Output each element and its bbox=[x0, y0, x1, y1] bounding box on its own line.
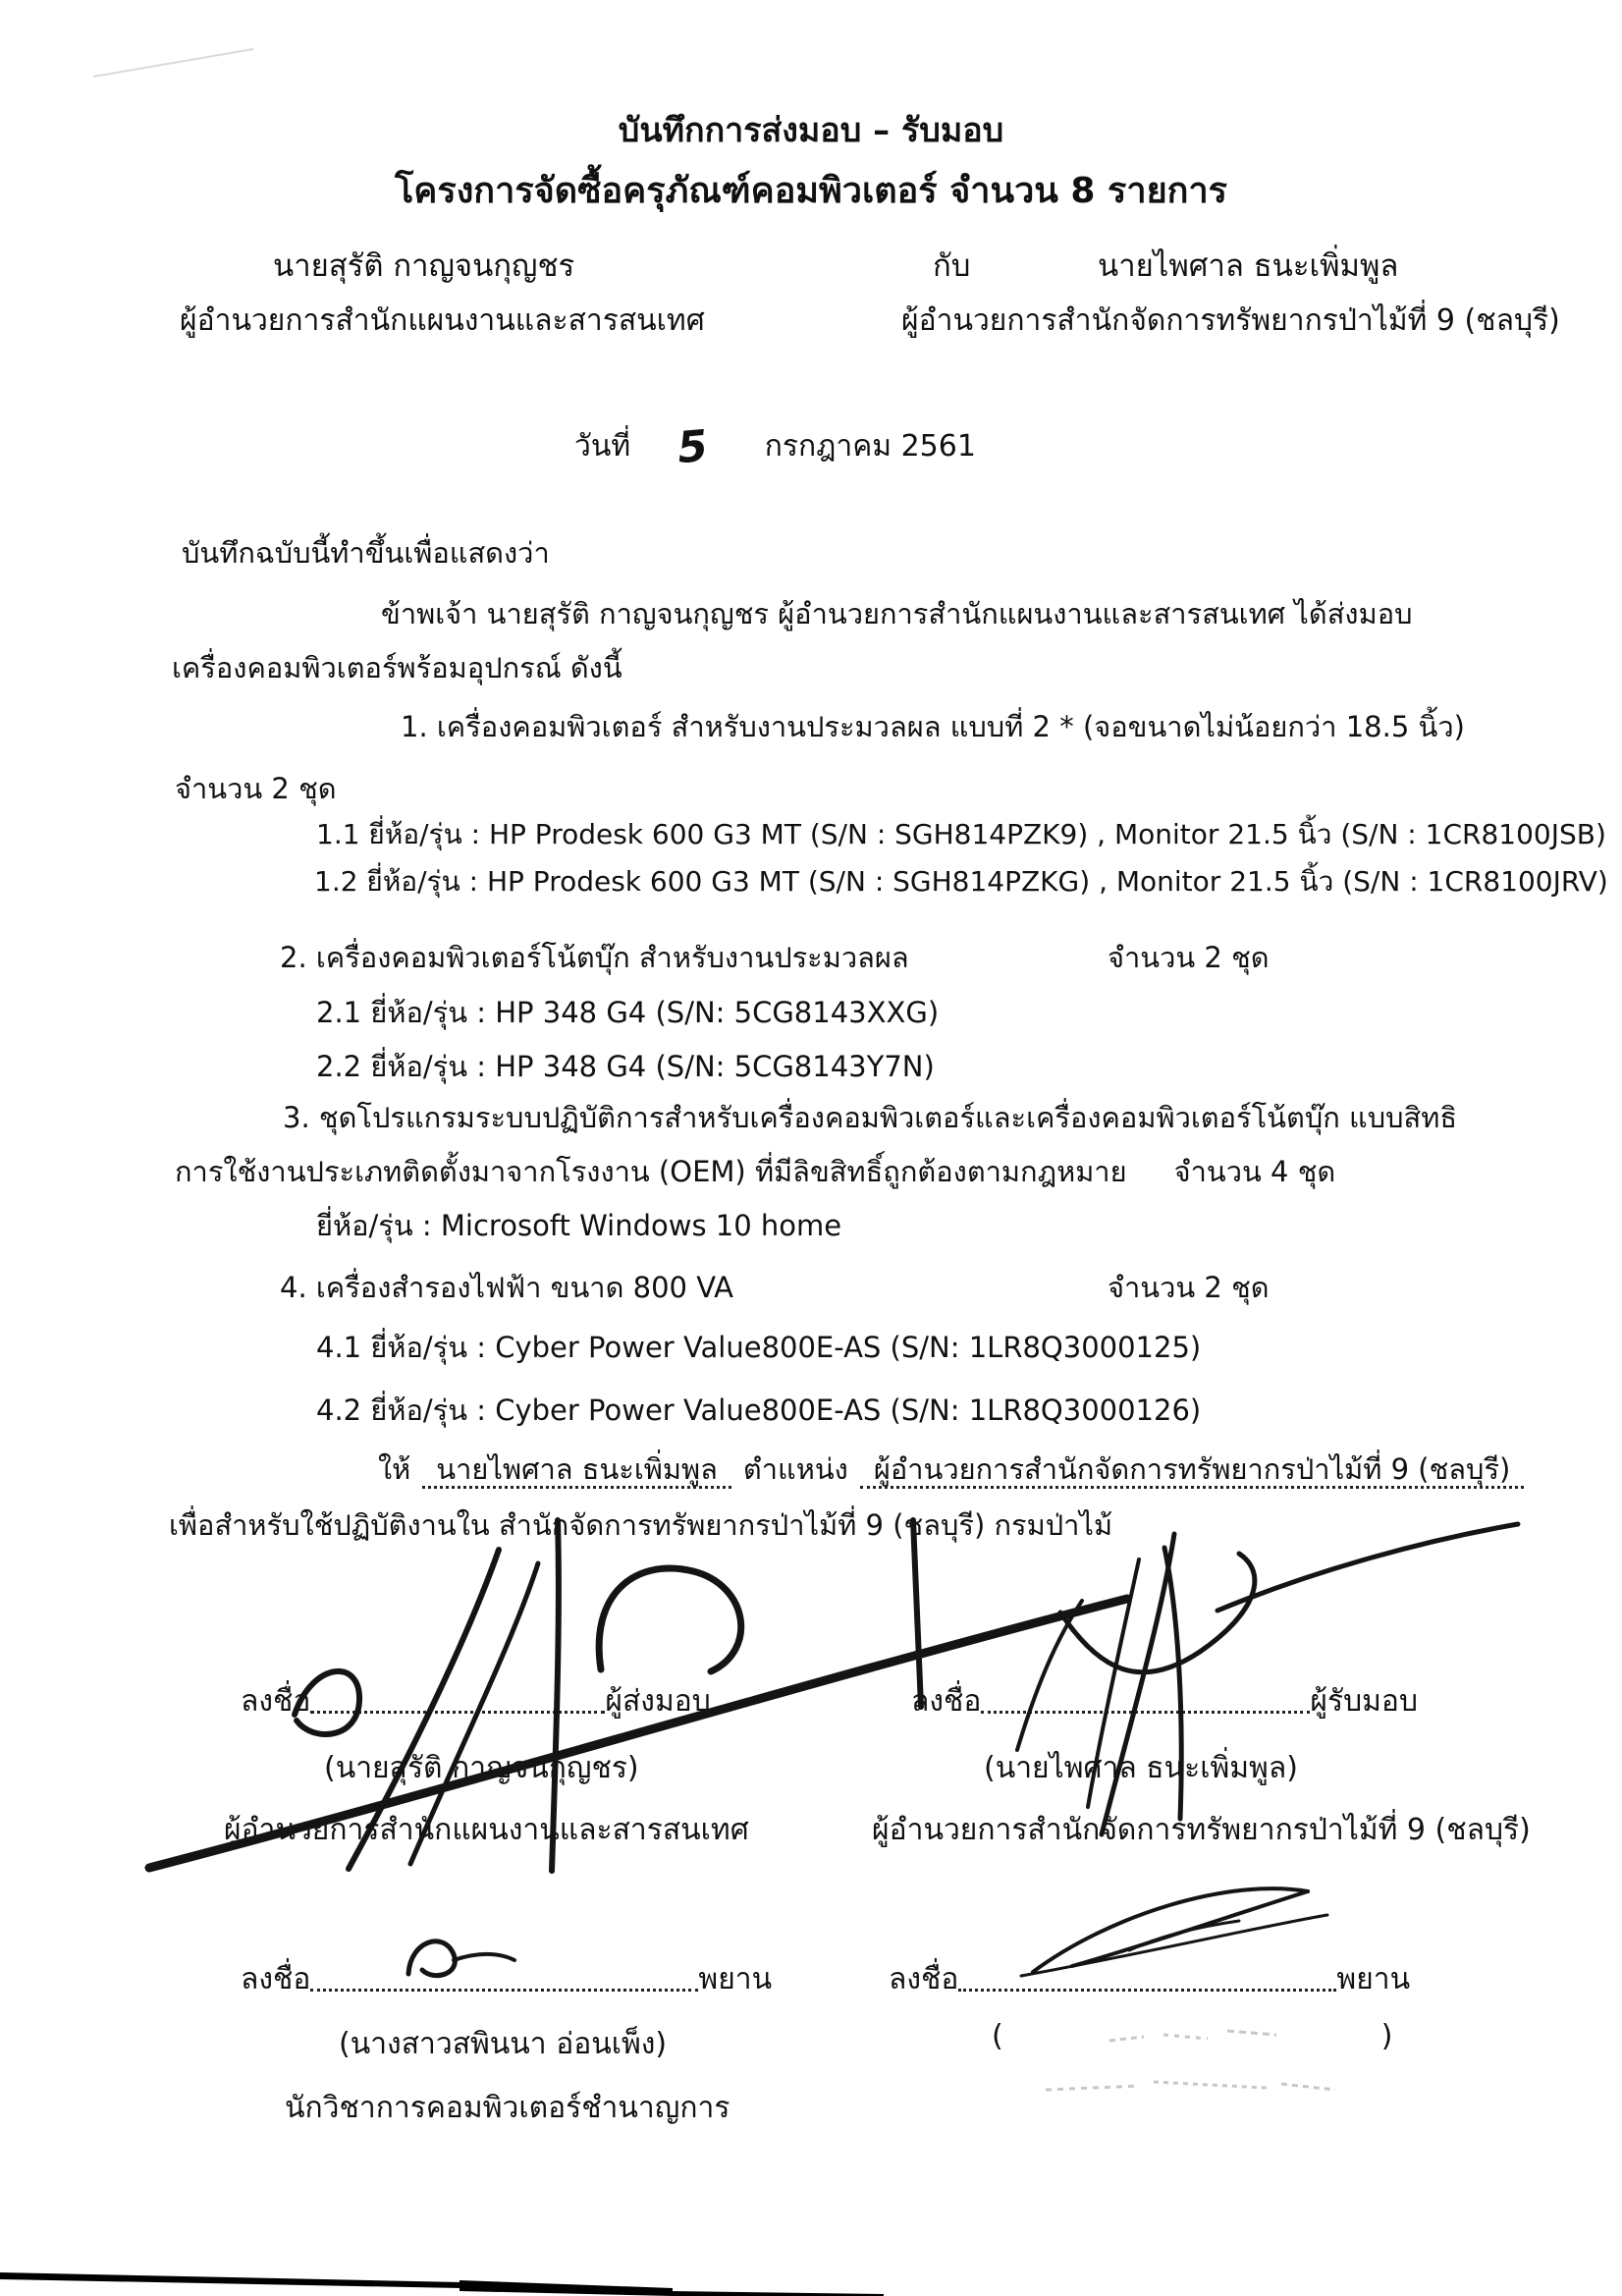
sender-signature-dotted-line bbox=[310, 1681, 605, 1714]
date-day-handwritten: 5 bbox=[675, 420, 710, 474]
item-4-2: 4.2 ยี่ห้อ/รุ่น : Cyber Power Value800E-AS (S/N: 1LR8Q3000126) bbox=[316, 1394, 1202, 1427]
witness-right-paren-open: ( bbox=[992, 2019, 1003, 2053]
handover-name: นายไพศาล ธนะเพิ่มพูล bbox=[422, 1452, 731, 1489]
parties-conjunction: กับ bbox=[933, 248, 971, 284]
paragraph-1b: เครื่องคอมพิวเตอร์พร้อมอุปกรณ์ ดังนี้ bbox=[172, 651, 622, 684]
faint-pencil-mark bbox=[93, 49, 253, 77]
handover-line bbox=[378, 1451, 1524, 1487]
sign-label: ลงชื่อ bbox=[241, 1962, 311, 1996]
sender-sign-name: (นายสุรัติ กาญจนกุญชร) bbox=[324, 1751, 639, 1785]
item-3-qty: จำนวน 4 ชุด bbox=[1173, 1155, 1336, 1188]
sender-role: ผู้ส่งมอบ bbox=[605, 1684, 711, 1719]
witness-left-sign-line bbox=[241, 1959, 772, 1998]
sender-sign-line bbox=[241, 1681, 711, 1721]
date-month-year: กรกฎาคม 2561 bbox=[764, 429, 976, 464]
sign-label: ลงชื่อ bbox=[911, 1684, 982, 1719]
item-3-line2 bbox=[175, 1154, 1335, 1189]
date-label: วันที่ bbox=[574, 429, 631, 464]
witness-left-role: พยาน bbox=[698, 1962, 773, 1996]
item-2: 2. เครื่องคอมพิวเตอร์โน้ตบุ๊ก สำหรับงานประมวลผล bbox=[280, 941, 909, 974]
receiver-signature bbox=[1017, 1524, 1518, 1834]
item-2-1: 2.1 ยี่ห้อ/รุ่น : HP 348 G4 (S/N: 5CG8143XXG) bbox=[316, 996, 940, 1029]
item-1-2: 1.2 ยี่ห้อ/รุ่น : HP Prodesk 600 G3 MT (S/N : SGH814PZKG) , Monitor 21.5 นิ้ว (S/N : 1CR8100JRV) bbox=[314, 865, 1608, 898]
document-subtitle: โครงการจัดซื้อครุภัณฑ์คอมพิวเตอร์ จำนวน 8 รายการ bbox=[394, 171, 1228, 211]
witness-left-name: (นางสาวสพินนา อ่อนเพ็ง) bbox=[339, 2027, 668, 2061]
item-4-qty: จำนวน 2 ชุด bbox=[1108, 1271, 1270, 1304]
sign-label: ลงชื่อ bbox=[241, 1684, 311, 1719]
document-title: บันทึกการส่งมอบ – รับมอบ bbox=[618, 111, 1004, 150]
item-1-qty: จำนวน 2 ชุด bbox=[175, 772, 337, 805]
receiver-sign-name: (นายไพศาล ธนะเพิ่มพูล) bbox=[984, 1751, 1298, 1785]
sender-name: นายสุรัติ กาญจนกุญชร bbox=[273, 248, 575, 284]
scan-artifact-bottom bbox=[0, 2272, 884, 2296]
sign-label: ลงชื่อ bbox=[889, 1962, 959, 1996]
sender-position: ผู้อำนวยการสำนักแผนงานและสารสนเทศ bbox=[180, 303, 705, 338]
witness-left-position: นักวิชาการคอมพิวเตอร์ชำนาญการ bbox=[285, 2091, 730, 2125]
witness-right-role: พยาน bbox=[1336, 1962, 1411, 1996]
witness-right-paren-line bbox=[992, 2018, 1392, 2055]
witness-right-dotted-line bbox=[958, 1959, 1336, 1992]
item-1: 1. เครื่องคอมพิวเตอร์ สำหรับงานประมวลผล แบบที่ 2 * (จอขนาดไม่น้อยกว่า 18.5 นิ้ว) bbox=[401, 710, 1465, 743]
handover-middle: ตำแหน่ง bbox=[742, 1452, 848, 1486]
intro-line: บันทึกฉบับนี้ทำขึ้นเพื่อแสดงว่า bbox=[182, 536, 550, 570]
receiver-sign-position: ผู้อำนวยการสำนักจัดการทรัพยากรป่าไม้ที่ 9 (ชลบุรี) bbox=[872, 1813, 1531, 1847]
item-3-line1: 3. ชุดโปรแกรมระบบปฏิบัติการสำหรับเครื่องคอมพิวเตอร์และเครื่องคอมพิวเตอร์โน้ตบุ๊ก แบบสิทธิ bbox=[283, 1101, 1458, 1134]
receiver-signature-dotted-line bbox=[981, 1681, 1310, 1714]
receiver-name: นายไพศาล ธนะเพิ่มพูล bbox=[1098, 248, 1399, 284]
receiver-sign-line bbox=[911, 1681, 1418, 1721]
item-1-1: 1.1 ยี่ห้อ/รุ่น : HP Prodesk 600 G3 MT (S/N : SGH814PZK9) , Monitor 21.5 นิ้ว (S/N : 1CR8100JSB) bbox=[316, 818, 1606, 850]
item-4-1: 4.1 ยี่ห้อ/รุ่น : Cyber Power Value800E-AS (S/N: 1LR8Q3000125) bbox=[316, 1331, 1202, 1364]
date-line bbox=[574, 420, 976, 474]
item-2-2: 2.2 ยี่ห้อ/รุ่น : HP 348 G4 (S/N: 5CG8143Y7N) bbox=[316, 1050, 935, 1083]
witness-left-dotted-line bbox=[310, 1959, 698, 1992]
item-2-qty: จำนวน 2 ชุด bbox=[1108, 941, 1270, 974]
item-3-line2-text: การใช้งานประเภทติดตั้งมาจากโรงงาน (OEM) ที่มีลิขสิทธิ์ถูกต้องตามกฎหมาย bbox=[175, 1155, 1127, 1188]
receiver-role: ผู้รับมอบ bbox=[1310, 1684, 1418, 1719]
paragraph-1a: ข้าพเจ้า นายสุรัติ กาญจนกุญชร ผู้อำนวยการสำนักแผนงานและสารสนเทศ ได้ส่งมอบ bbox=[381, 597, 1413, 630]
item-3-brand: ยี่ห้อ/รุ่น : Microsoft Windows 10 home bbox=[316, 1209, 842, 1242]
handover-position: ผู้อำนวยการสำนักจัดการทรัพยากรป่าไม้ที่ 9 (ชลบุรี) bbox=[860, 1452, 1525, 1489]
witness-right-paren-close: ) bbox=[1380, 2019, 1393, 2053]
handover-purpose: เพื่อสำหรับใช้ปฏิบัติงานใน สำนักจัดการทรัพยากรป่าไม้ที่ 9 (ชลบุรี) กรมป่าไม้ bbox=[169, 1508, 1113, 1542]
item-4: 4. เครื่องสำรองไฟฟ้า ขนาด 800 VA bbox=[280, 1271, 734, 1304]
handover-prefix: ให้ bbox=[378, 1452, 411, 1486]
receiver-position: ผู้อำนวยการสำนักจัดการทรัพยากรป่าไม้ที่ 9 (ชลบุรี) bbox=[901, 303, 1560, 338]
sender-sign-position: ผู้อำนวยการสำนักแผนงานและสารสนเทศ bbox=[224, 1813, 749, 1847]
witness-right-sign-line bbox=[889, 1959, 1410, 1998]
